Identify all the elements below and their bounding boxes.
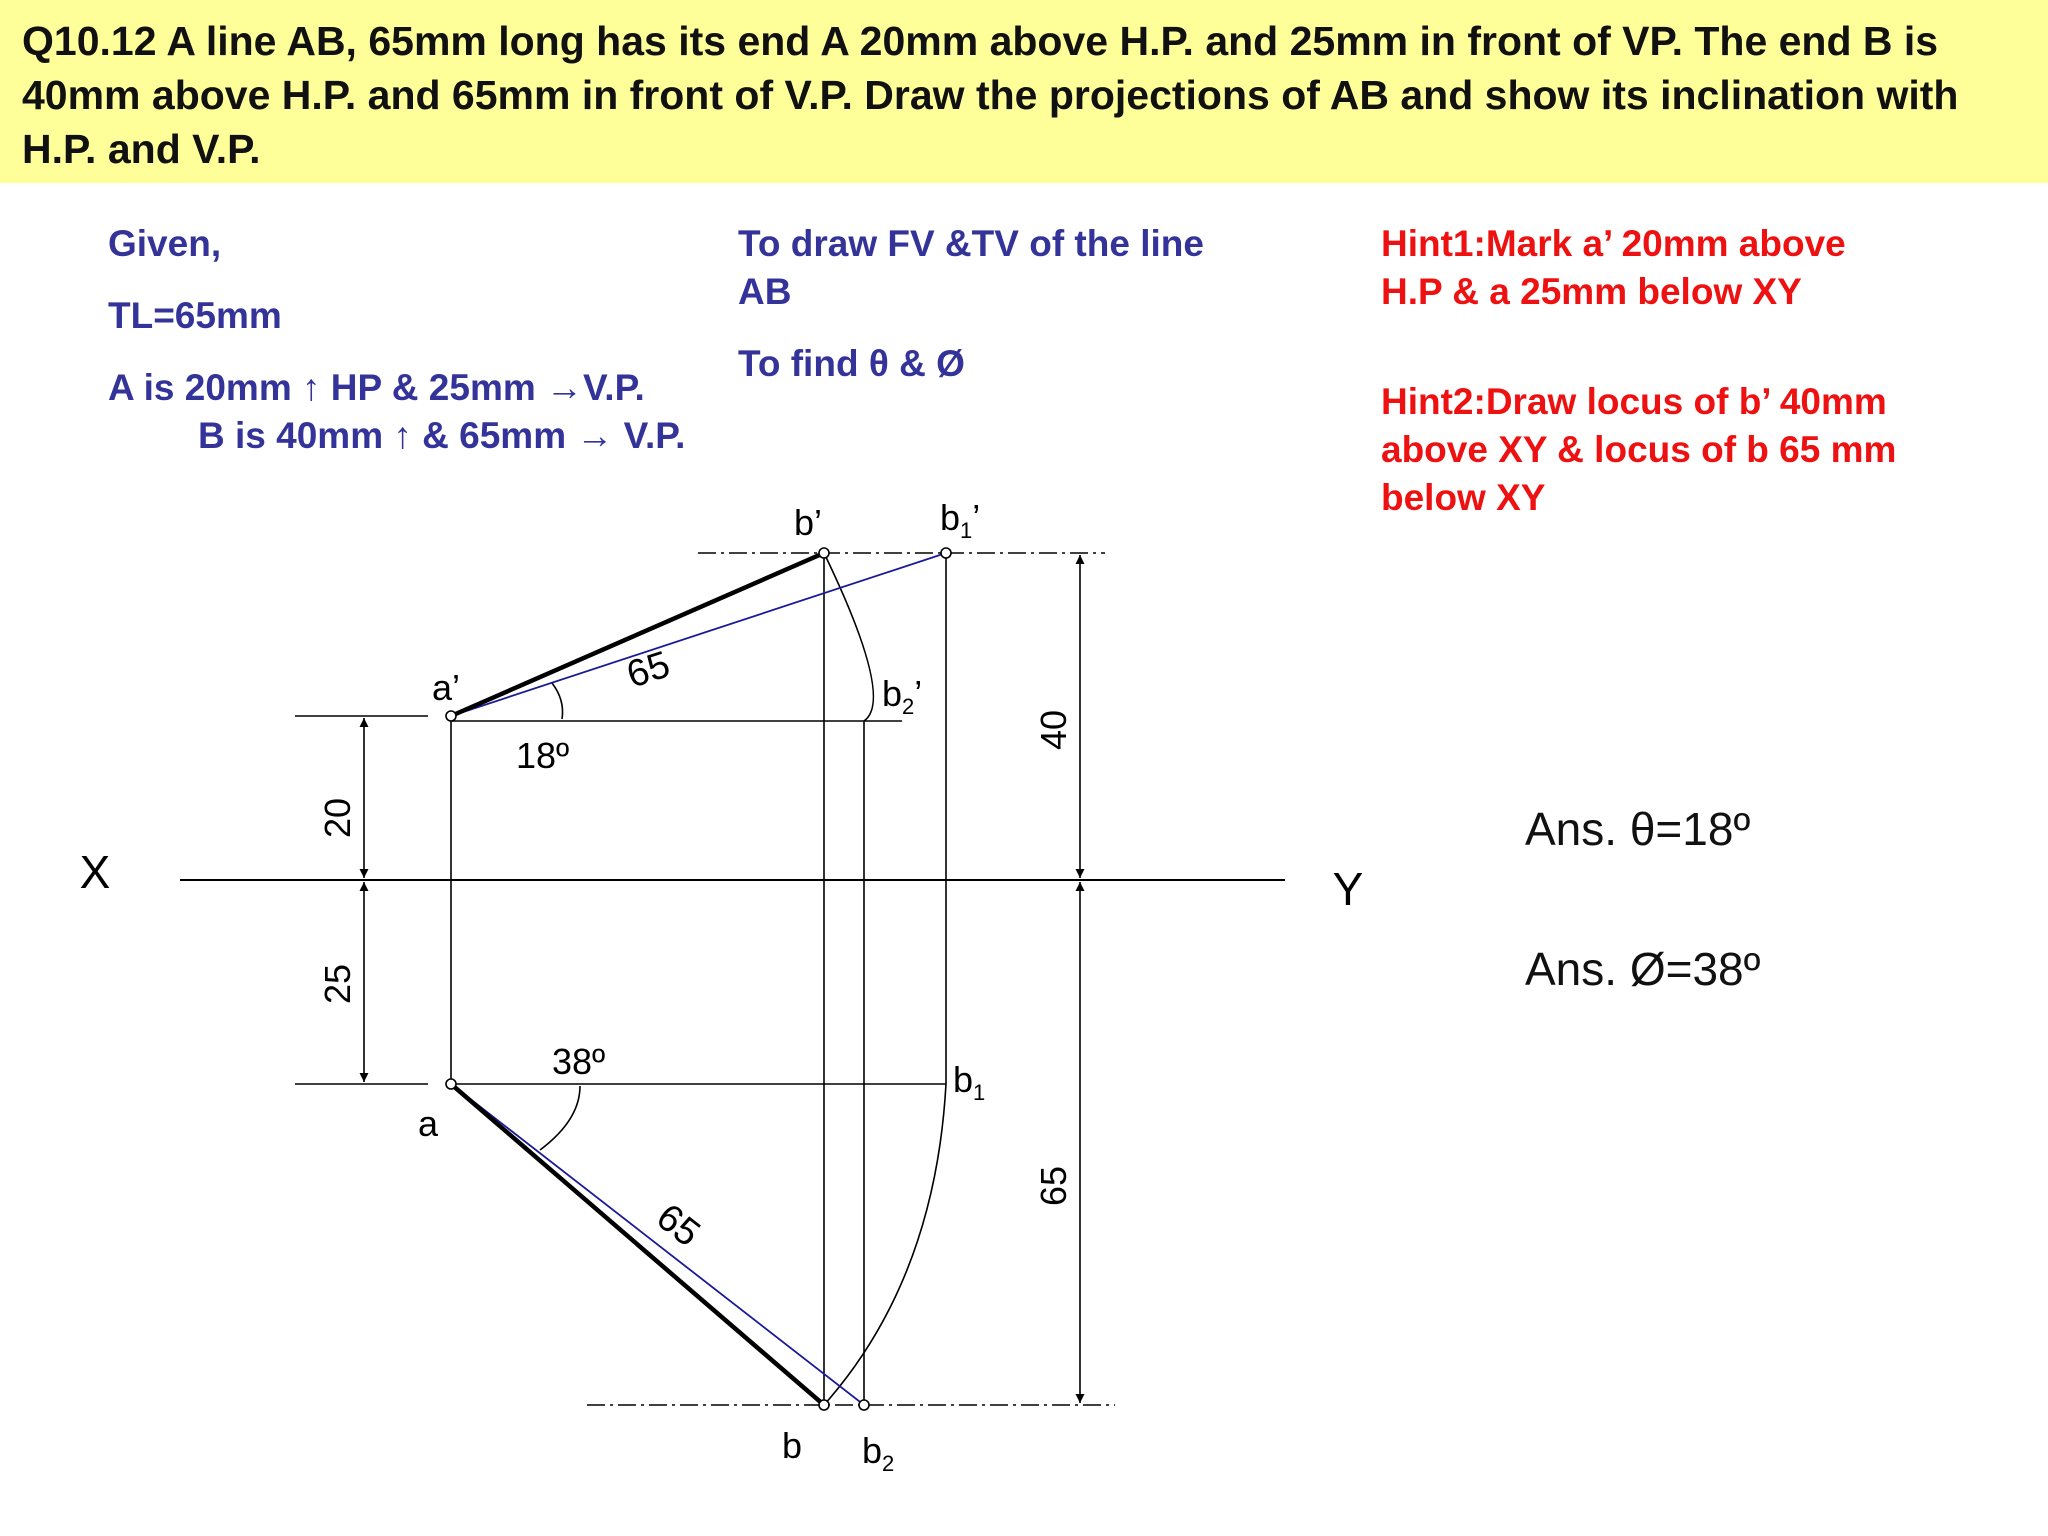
hint2-line-2: above XY & locus of b 65 mm: [1381, 429, 1897, 470]
given-true-length: TL=65mm: [108, 295, 282, 336]
hint1-line-1: Hint1:Mark a’ 20mm above: [1381, 223, 1846, 264]
label-b1-prime: $b_1$’: [940, 497, 981, 543]
true-length-line-tv: [451, 1084, 864, 1405]
point-b1-prime: [941, 548, 951, 558]
label-b: b: [782, 1425, 803, 1466]
angle-arc-theta: [552, 683, 563, 719]
label-b2-prime: $b_2$’: [882, 673, 923, 719]
arc-front-view: [824, 553, 873, 721]
given-point-a: A is 20mm ↑ HP & 25mm →V.P.: [108, 367, 645, 408]
question-text: Q10.12 A line AB, 65mm long has its end A 20mm above H.P. and 25mm in front of VP. The end B is 40mm above H.P. and 65mm in front of V.P. Draw the projections of AB and show its inclination with H.P. and V.P.: [22, 18, 1959, 172]
label-b-prime: b’: [794, 502, 823, 543]
label-a-prime: a’: [432, 667, 461, 708]
label-true-length-fv: 65: [621, 643, 675, 697]
hint1-line-2: H.P & a 25mm below XY: [1381, 271, 1802, 312]
top-view-line: [451, 1084, 824, 1405]
given-point-b: B is 40mm ↑ & 65mm → V.P.: [198, 415, 686, 456]
label-a: a: [418, 1103, 439, 1144]
hint2-line-1: Hint2:Draw locus of b’ 40mm: [1381, 381, 1887, 422]
answer-phi: Ans. Ø=38º: [1525, 943, 1761, 995]
label-b2: $b_2$: [862, 1430, 895, 1476]
label-angle-phi: 38º: [552, 1041, 606, 1082]
hint2-line-3: below XY: [1381, 477, 1546, 518]
angle-arc-phi: [540, 1086, 580, 1150]
point-a: [446, 1079, 456, 1089]
task-line-2: AB: [738, 271, 792, 312]
given-title: Given,: [108, 223, 222, 264]
label-dimension-65: 65: [1033, 1165, 1074, 1207]
point-a-prime: [446, 711, 456, 721]
point-b-prime: [819, 548, 829, 558]
label-angle-theta: 18º: [516, 735, 570, 776]
arc-top-view: [824, 1084, 946, 1405]
label-dimension-20: 20: [317, 797, 358, 839]
task-line-3: To find θ & Ø: [738, 343, 965, 384]
task-line-1: To draw FV &TV of the line: [738, 223, 1204, 264]
point-b: [819, 1400, 829, 1410]
axis-label-x: X: [79, 846, 111, 898]
point-b2: [859, 1400, 869, 1410]
answer-theta: Ans. θ=18º: [1525, 803, 1751, 855]
axis-label-y: Y: [1332, 863, 1364, 915]
label-dimension-40: 40: [1033, 709, 1074, 751]
true-length-line-fv: [451, 553, 946, 716]
label-dimension-25: 25: [317, 963, 358, 1005]
label-true-length-tv: 65: [648, 1195, 708, 1256]
label-b1: $b_1$: [953, 1059, 986, 1105]
